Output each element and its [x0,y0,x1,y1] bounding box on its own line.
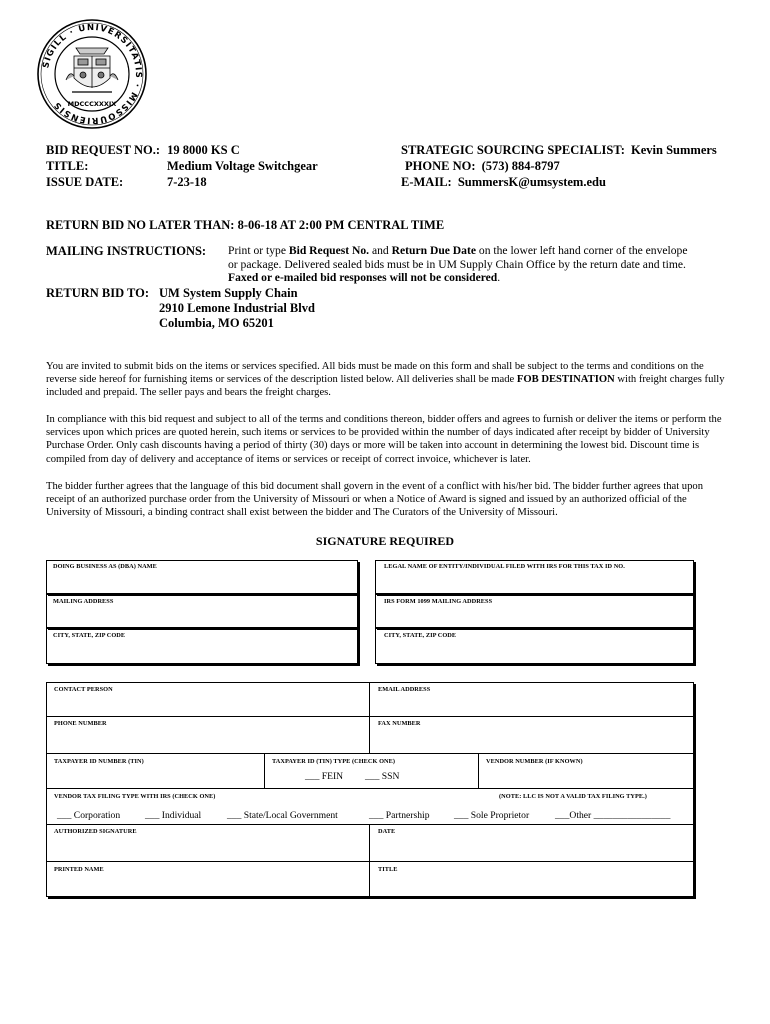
paragraph-1-c: with freight charges fully included and prepaid. The seller pays and bears the freight charges. [46,374,725,399]
return-to-label: RETURN BID TO: [46,286,150,300]
city-state-zip-left-field[interactable] [46,628,358,664]
date-field[interactable] [369,824,694,862]
title-field[interactable] [369,861,694,897]
tin-label: TAXPAYER ID NUMBER (TIN) [54,758,144,765]
email-address-field[interactable] [369,682,694,717]
return-to-address [159,286,315,331]
return-deadline: RETURN BID NO LATER THAN: 8-06-18 AT 2:00 PM CENTRAL TIME [46,218,445,232]
mailing-line3-end: . [497,271,501,284]
title-label-field: TITLE [378,866,398,873]
title-value: Medium Voltage Switchgear [167,159,318,173]
mailing-line1-c: and [369,244,392,257]
tin-field[interactable] [46,753,265,789]
authorized-signature-label: AUTHORIZED SIGNATURE [54,828,137,835]
paragraph-compliance: In compliance with this bid request and subject to all of the terms and conditions thereon, bidder offers and agrees to furnish or deliver the items or perform the services upon which prices are quoted herein, such items or services to be provided within the number of days indicated after receipt by bidder of University Purchase Order. Only cash discounts having a period of thirty (30) days or more will be taken into account in determining the lowest bid. Discount time is compiled from day of delivery and acceptance of items or services or receipt of correct invoice, whichever is later. [46,414,722,465]
mailing-line1-a: Print or type [228,244,289,257]
return-to-line3: Columbia, MO 65201 [159,316,274,330]
filing-sole-proprietor-option[interactable]: ___ Sole Proprietor [454,810,530,821]
contact-person-field[interactable] [46,682,370,717]
issue-date-label: ISSUE DATE: [46,175,124,189]
fax-number-label: FAX NUMBER [378,720,421,727]
bid-request-label: BID REQUEST NO.: [46,143,161,157]
legal-name-field[interactable] [375,560,694,594]
dba-name-field[interactable] [46,560,358,594]
email-address-label: EMAIL ADDRESS [378,686,431,693]
filing-note: (NOTE: LLC IS NOT A VALID TAX FILING TYPE.) [499,793,647,800]
filing-individual-option[interactable]: ___ Individual [145,810,202,821]
filing-partnership-option[interactable]: ___ Partnership [369,810,430,821]
vendor-number-field[interactable] [478,753,694,789]
university-seal [36,18,148,130]
date-label: DATE [378,828,396,835]
return-to-line1: UM System Supply Chain [159,286,298,300]
specialist-label: STRATEGIC SOURCING SPECIALIST: [401,143,625,157]
header-right [401,143,741,191]
irs-1099-address-label: IRS FORM 1099 MAILING ADDRESS [384,598,493,605]
tin-ssn-option[interactable]: ___ SSN [365,771,400,782]
phone-number-label: PHONE NUMBER [54,720,107,727]
phone-label: PHONE NO: [405,159,476,173]
mailing-instructions-label: MAILING INSTRUCTIONS: [46,244,207,258]
filing-corporation-option[interactable]: ___ Corporation [57,810,121,821]
tin-fein-option[interactable]: ___ FEIN [305,771,344,782]
dba-name-label: DOING BUSINESS AS (DBA) NAME [53,563,157,570]
legal-name-label: LEGAL NAME OF ENTITY/INDIVIDUAL FILED WITH IRS FOR THIS TAX ID NO. [384,563,625,570]
signature-required-heading: SIGNATURE REQUIRED [315,534,455,548]
tin-type-field [264,753,479,789]
mailing-address-label: MAILING ADDRESS [53,598,114,605]
specialist-value: Kevin Summers [631,143,717,157]
seal-year: MDCCCXXXIX [67,100,117,108]
filing-other-option[interactable]: ___Other ________________ [555,810,671,821]
fax-number-field[interactable] [369,716,694,754]
return-to-line2: 2910 Lemone Industrial Blvd [159,301,315,315]
title-label: TITLE: [46,159,89,173]
filing-type-field [46,788,694,825]
mailing-address-field[interactable] [46,594,358,628]
contact-person-label: CONTACT PERSON [54,686,113,693]
city-state-zip-right-field[interactable] [375,628,694,664]
header-left [46,143,376,191]
city-state-zip-left-label: CITY, STATE, ZIP CODE [53,632,126,639]
paragraph-1-a: You are invited to submit bids on the items or services specified. All bids must be made on this form and shall be subject to the terms and conditions on the reverse side hereof for furnishing items or services of the description listed below. All deliveries shall be made [46,361,704,386]
mailing-line1-e: on the lower left hand corner of the envelope [476,244,688,257]
email-value: SummersK@umsystem.edu [457,175,606,189]
bid-request-value: 19 8000 KS C [167,143,240,157]
paragraph-invitation [46,360,726,400]
city-state-zip-right-label: CITY, STATE, ZIP CODE [384,632,457,639]
phone-number-field[interactable] [46,716,370,754]
printed-name-label: PRINTED NAME [54,866,104,873]
mailing-instructions-text [228,244,738,285]
irs-1099-address-field[interactable] [375,594,694,628]
email-label: E-MAIL: [401,175,452,189]
printed-name-field[interactable] [46,861,370,897]
mailing-line2: or package. Delivered sealed bids must be in UM Supply Chain Office by the return date and time. [228,257,686,271]
seal-icon [36,18,148,130]
mailing-line3: Faxed or e-mailed bid responses will not be considered [228,271,498,284]
paragraph-governing-language: The bidder further agrees that the language of this bid document shall govern in the event of a conflict with his/her bid. The bidder further agrees that upon receipt of an authorized purchase order from the University of Missouri or when a Notice of Award is signed and issued by an authorized official of the University of Missouri, a binding contract shall exist between the bidder and The Curators of the University of Missouri. [46,481,703,519]
paragraph-1-b: FOB DESTINATION [516,374,615,386]
filing-government-option[interactable]: ___ State/Local Government [227,810,338,821]
mailing-line1-d: Return Due Date [391,244,476,257]
mailing-line1-b: Bid Request No. [288,244,370,257]
seal-outer-text: SIGILL · UNIVERSITATIS · MISSOURIENSIS [41,22,144,126]
vendor-number-label: VENDOR NUMBER (IF KNOWN) [486,758,583,765]
tin-type-label: TAXPAYER ID (TIN) TYPE (CHECK ONE) [272,758,396,765]
issue-date-value: 7-23-18 [167,175,207,189]
phone-value: (573) 884-8797 [481,159,560,173]
authorized-signature-field[interactable] [46,824,370,862]
filing-type-label: VENDOR TAX FILING TYPE WITH IRS (CHECK ONE) [54,793,216,800]
